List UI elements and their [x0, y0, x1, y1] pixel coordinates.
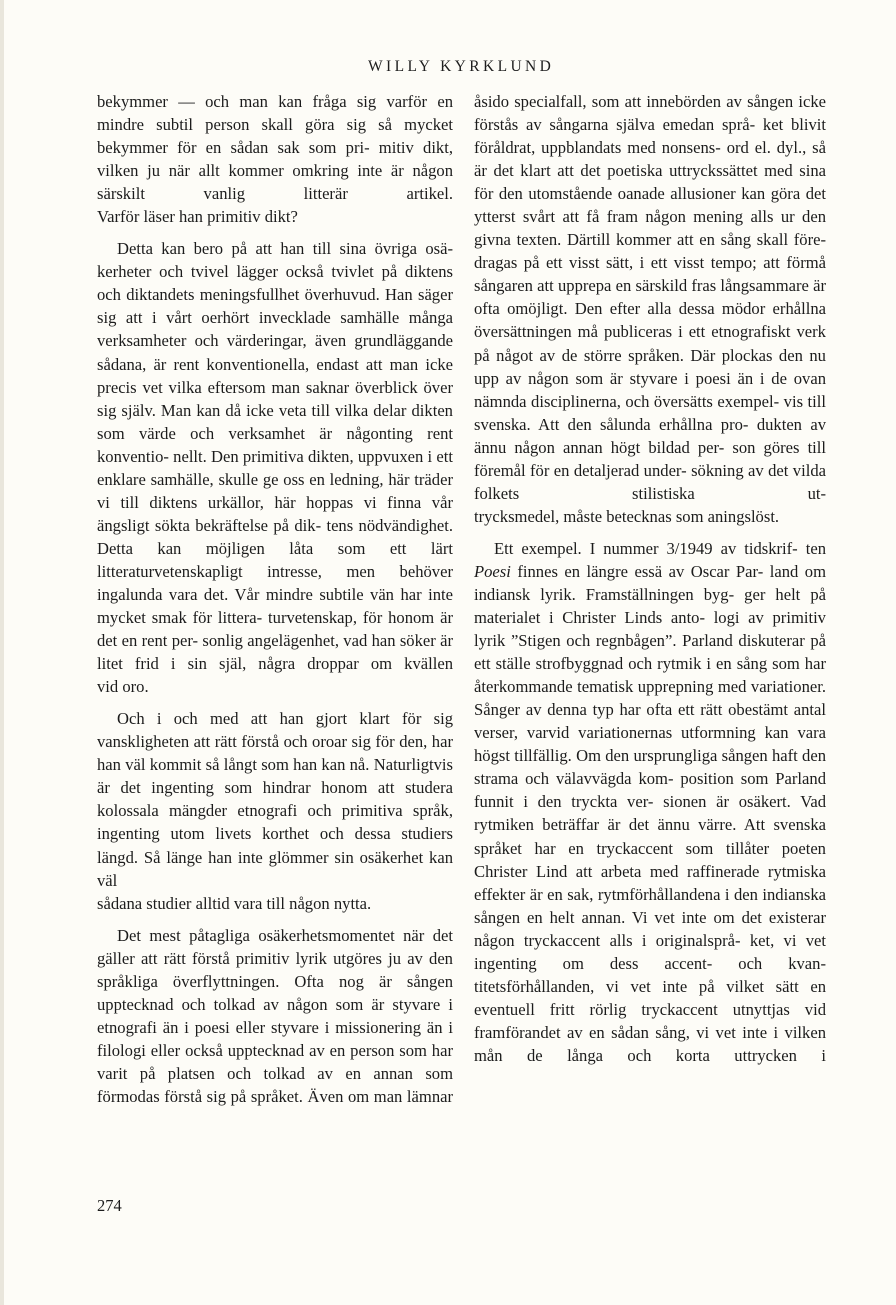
text-line: sionen är osäkert. Vad rytmiken beträffar är [474, 792, 827, 835]
text-line: då icke veta till vilka delar dikten som värde [97, 400, 453, 443]
text-line: framförandet av en sådan sång, vi vet inte i [474, 1022, 779, 1042]
text-line: ten [805, 538, 826, 558]
text-line: dragas på ett visst sätt, i ett visst tempo; att [474, 253, 780, 273]
text-line: verser, varvid variationernas utformning kan [474, 723, 789, 743]
text-line: uttryckssättet med sina för den utomstående [474, 161, 826, 204]
text-line: finnes en längre essä av Oscar Par- [517, 561, 764, 581]
text-line: man saknar överblick över sig själv. Man kan [97, 377, 453, 420]
text-line: kerheter och tvivel lägger också tvivlet på diktens [97, 262, 453, 282]
text-line: subtile vän har inte mycket smak för littera- [97, 584, 453, 628]
text-line: som är styvare i etnografi än i poesi eller [97, 994, 454, 1037]
paragraph [97, 892, 453, 915]
text-line: grundläggande sådana, är rent konventionella, [97, 331, 454, 374]
text-line: säger sig att i vårt oerhört invecklade samhälle [97, 285, 453, 328]
text-line: styvare i missionering än i filologi eller också [97, 1017, 453, 1060]
text-line: publiceras i ett etnografiskt verk på något av [474, 322, 826, 365]
text-line: ket, vi vet ingenting om dess accent- och kvan- [474, 930, 826, 973]
text-line: eventuell fritt rörlig tryckaccent utnyttjas vid [474, 999, 826, 1019]
text-line: det ännu värre. Att svenska språket har en [474, 815, 826, 858]
text-line: vara högst tillfällig. Om den ursprungliga [474, 723, 826, 766]
text-line: sökning av det vilda folkets stilistiska ut- [474, 460, 826, 503]
text-line: tens nödvändighet. Detta kan möjligen låta [97, 515, 453, 558]
text-line: sången en helt annan. Vi vet inte om det [474, 907, 762, 927]
text-line: Detta kan bero på att han till sina övriga osä- [117, 239, 453, 259]
paragraph [474, 505, 826, 528]
text-line: texten. Därtill kommer att en sång skall före- [516, 230, 826, 250]
text-line: de större språken. Där plockas den nu upp av [474, 345, 826, 388]
paragraph [97, 237, 453, 675]
text-line: finna vår ängsligt sökta bekräftelse på dik- [97, 492, 453, 535]
text-line: existerar någon tryckaccent alls i originalsprå- [474, 907, 826, 950]
text-line: vanskligheten att rätt förstå och oroar sig för [97, 732, 395, 752]
paragraph [97, 205, 453, 228]
text-line: dukten av ännu någon annan högt bildad per- [474, 414, 826, 457]
text-line: icke förstås av sångarna själva emedan språ- [474, 92, 826, 135]
text-line: någon som är styvare i poesi än i de ovan [528, 368, 826, 388]
text-line: ju av den språkliga överflyttningen. Ofta nog [97, 948, 453, 991]
text-line: inte är någon särskilt vanlig litterär artikel. [97, 161, 453, 204]
text-line: livets korthet och dessa studiers längd. Så [97, 824, 453, 867]
page-number: 274 [97, 1196, 122, 1215]
text-line: bekymmer — och man kan fråga sig varför [97, 92, 428, 111]
text-line: hindrar honom att studera kolossala mängder [97, 778, 453, 821]
text-line: och verksamhet är någonting rent konventio- [97, 423, 453, 466]
text-line: vilken mån de långa och korta uttrycken i [474, 1022, 826, 1065]
text-line: endast att man icke precis vet vilka eftersom [97, 354, 453, 397]
text-line: son göres till föremål för en detaljerad under- [474, 437, 827, 480]
text-line: Varför läser han primitiv dikt? [97, 207, 298, 227]
journal-title: Poesi [474, 561, 511, 581]
text-line: ord el. dyl., så är det klart att det poetiska [474, 138, 826, 181]
text-line: sådana studier alltid vara till någon nytta. [97, 893, 372, 913]
text-line: men behöver ingalunda vara det. Vår mindre [97, 561, 453, 604]
text-line: den, har han väl kommit så långt som han [97, 732, 453, 775]
paragraph [97, 90, 453, 205]
text-line: land om indiansk lyrik. Framställningen byg- [474, 561, 826, 604]
text-line: oanade allusioner kan göra det ytterst svårt [474, 184, 826, 227]
text-line: många verksamheter och värderingar, även [97, 308, 454, 351]
text-line: förmå sångaren att upprepa en särskild fras [474, 253, 826, 296]
running-head: WILLY KYRKLUND [368, 58, 555, 75]
text-line: ger helt på materialet i Christer Linds anto- [474, 584, 826, 628]
text-line: upptecknad av en person som har varit på [97, 1040, 453, 1083]
text-line: åsido specialfall, som att innebörden av sången [474, 92, 794, 111]
text-line: förstå sig på språket. Även om man lämnar [164, 1086, 454, 1106]
text-line: dessa mödor erhållna översättningen må [474, 299, 826, 342]
paragraph [97, 675, 453, 698]
text-line: långsammare är ofta omöjligt. Den efter alla [474, 276, 826, 319]
text-line: är en sak, rytmförhållandena i den indianska [529, 884, 826, 904]
text-line: frid i sin själ, några droppar om kvällen [134, 654, 453, 674]
text-line: Ett exempel. I nummer 3/1949 av tidskrif- [494, 538, 798, 558]
text-line: och rytmik i en sång som har återkommande [474, 654, 826, 697]
text-line: etnografi och primitiva språk, ingenting utom [97, 801, 453, 844]
text-line: kan nå. Naturligtvis är det ingenting som [97, 755, 453, 798]
text-line: nellt. Den primitiva dikten, uppvuxen i ett [173, 446, 453, 466]
text-line: sången haft den strama och välavvägda kom- [474, 746, 826, 789]
text-line: nämnda disciplinerna, och översätts exempel- [474, 391, 780, 411]
text-line: titetsförhållanden, vi vet inte på vilket sätt en [474, 976, 826, 996]
text-line: Det mest påtagliga osäkerhetsmomentet när [117, 925, 425, 945]
text-line: position som Parland funnit i den tryckta ver- [474, 769, 826, 812]
text-line: tryckaccent som tillåter poeten Christer Lind [474, 838, 826, 881]
text-line: logi av primitiv lyrik ”Stigen och regnbågen”. [474, 608, 826, 651]
text-line: vis till svenska. Att den sålunda erhållna pro- [474, 391, 826, 434]
text-line: en mindre subtil person skall göra sig så [97, 92, 453, 135]
text-line: träder vi till diktens urkällor, här hoppas vi [97, 469, 453, 512]
text-line: Parland diskuterar på ett ställe strofbyggnad [474, 631, 827, 674]
page-edge [0, 0, 4, 1305]
right-column [474, 90, 826, 1067]
text-line: det gäller att rätt förstå primitiv lyrik utgöres [97, 925, 453, 968]
text-line: tematisk upprepning med variationer. Sånger [474, 677, 826, 720]
text-line: länge han inte glömmer sin osäkerhet kan väl [97, 847, 454, 890]
left-column [97, 90, 453, 1108]
text-line: och diktandets meningsfullhet överhuvud. Han [97, 285, 413, 305]
text-line: att få fram någon mening alls ur den givna [474, 207, 826, 250]
text-line: mycket bekymmer för en sådan sak som pri- [97, 115, 453, 158]
text-line: turvetenskap, för honom är det en rent per- [97, 608, 454, 651]
text-line: platsen och tolkad av en annan som förmodas [97, 1063, 453, 1106]
text-line: enklare samhälle, skulle ge oss en ledning, här [97, 469, 410, 489]
text-line: som ett lärt litteraturvetenskapligt intresse, [97, 538, 453, 581]
text-line: trycksmedel, måste betecknas som aningslöst. [474, 506, 780, 526]
paragraph [97, 924, 453, 1108]
text-line: vid oro. [97, 677, 149, 697]
text-line: att arbeta med raffinerade rytmiska effekter [474, 861, 826, 904]
text-line: sonlig angelägenhet, vad han söker är litet [97, 631, 453, 674]
text-line: av denna typ har ofta ett rätt obestämt antal [525, 700, 826, 720]
text-line: mitiv dikt, vilken ju när allt kommer omkring [97, 138, 453, 181]
text-line: Och i och med att han gjort klart för sig [117, 709, 453, 729]
paragraph [474, 537, 826, 1067]
text-line: är sången upptecknad och tolkad av någon [97, 971, 453, 1014]
paragraph [97, 707, 453, 891]
paragraph [474, 90, 826, 505]
text-line: ket blivit föråldrat, uppblandats med nonsens- [474, 115, 826, 158]
